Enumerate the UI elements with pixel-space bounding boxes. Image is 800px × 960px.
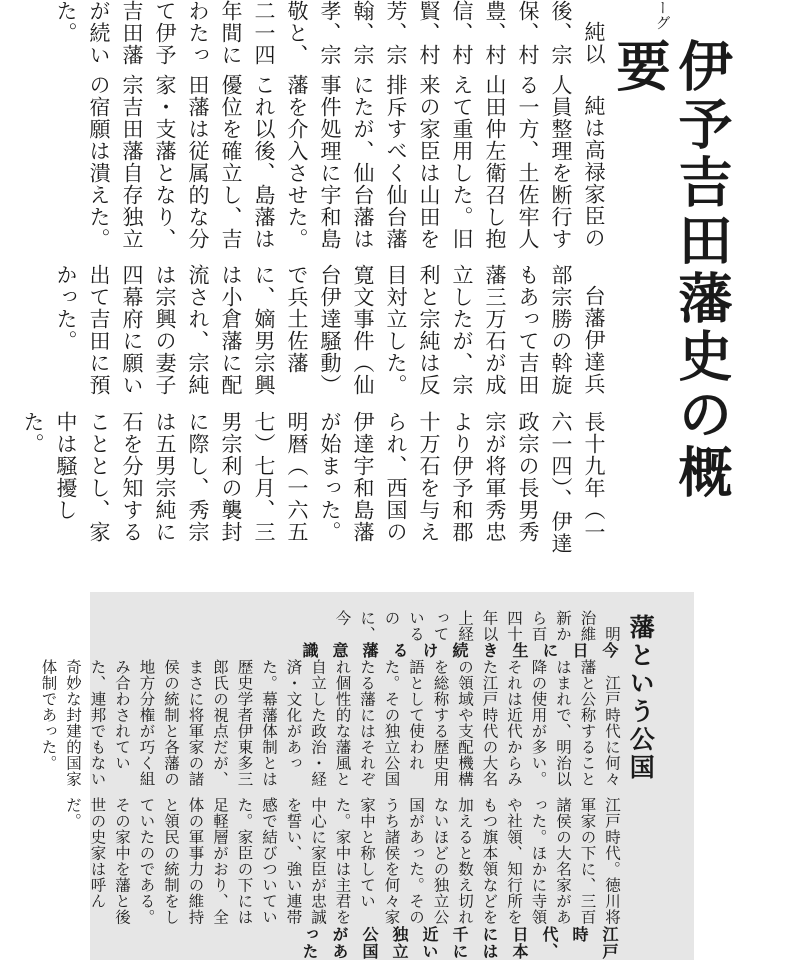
column-panel: [39, 592, 694, 960]
column-body: [39, 610, 624, 960]
title-kicker: ーグ: [653, 0, 672, 30]
article-paragraph: 純は高禄家臣の人員整理を断行する一方、土佐牢人山田仲左衛召し抱えて重用した。旧来の家臣は山田を排斥すべく仙台藩にたが、仙台藩は事件処理に宇和島藩を介入させた。これ以後、島藩は優位を確立し、吉田藩は従属的な分家・支藩となり、宗吉田藩自存独立の宿願は潰えた。: [87, 74, 606, 251]
article-paragraph: 純以後、宗保、村豊、村信、村賢、村芳、宗翰、宗孝、宗敬と、二一四年間にわたって伊予吉田藩が続いた。: [54, 0, 606, 66]
article-paragraph: 長十九年（一六一四）、伊達政宗の長男秀宗が将軍秀忠より伊予和郡十万石を与えられ、西国の伊達宇和島藩が始まった。明暦（一六五七）七月、三男宗利の襲封に際し、秀宗は五男宗純に石を分知することとし、家中は騒擾した。: [21, 411, 606, 555]
title-column: [608, 0, 733, 520]
column-paragraph: 江戸時代に何々藩と公称することはまれで、明治以降の使用が多い。それは近代からみた江戸時代の大名の領域や支配機構を総称する歴史用語として使われた。その独立公国たる藩にはそれぞれ個性的な藩風と自立した政治・経済・文化があった。幕藩体制とは歴史学者伊東多三郎氏の視点だが、まさに将軍家の諸侯の統制と各藩の地方分権が巧く組み合わされていた、連邦でもない奇妙な封建的国家体制であった。: [39, 659, 621, 787]
article-paragraph: 台藩伊達兵部宗勝の斡旋もあって吉田藩三万石が成立したが、宗利と宗純は反目対立した。寛文事件（仙台伊達騒動）で兵土佐藩に、嫡男宗興は小倉藩に配流され、宗純は宗興の妻子四幕府に願い出て吉田に預かった。: [54, 264, 606, 397]
column-paragraph: 明治維新から百四十年以上経っているのに、今: [333, 610, 621, 642]
column-title: 藩という公国: [626, 614, 656, 782]
article-body: [10, 0, 610, 565]
column-paragraph: 江戸時代。徳川将軍家の下に、三百諸侯の大名家があった。ほかに寺領や社領、知行所をもつ旗本領などを加えると数え切れないほどの独立公国があった。そのうち諸侯を何々家家中と称していた。家中は主君を中心に家臣が忠誠を誓い、強い連帯感で結びついていた。家臣の下には足軽層がおり、全体の軍事力の維持と領民の統制をしていたのである。その家中を藩と後世の史家は呼んだ。: [64, 796, 621, 925]
column-subhead: 今日に生き続ける藩意識: [300, 642, 619, 659]
page-title: 伊予吉田藩史の概要: [608, 38, 733, 503]
column-subhead: 江戸時代、日本には千に近い独立公国があった: [300, 926, 619, 960]
